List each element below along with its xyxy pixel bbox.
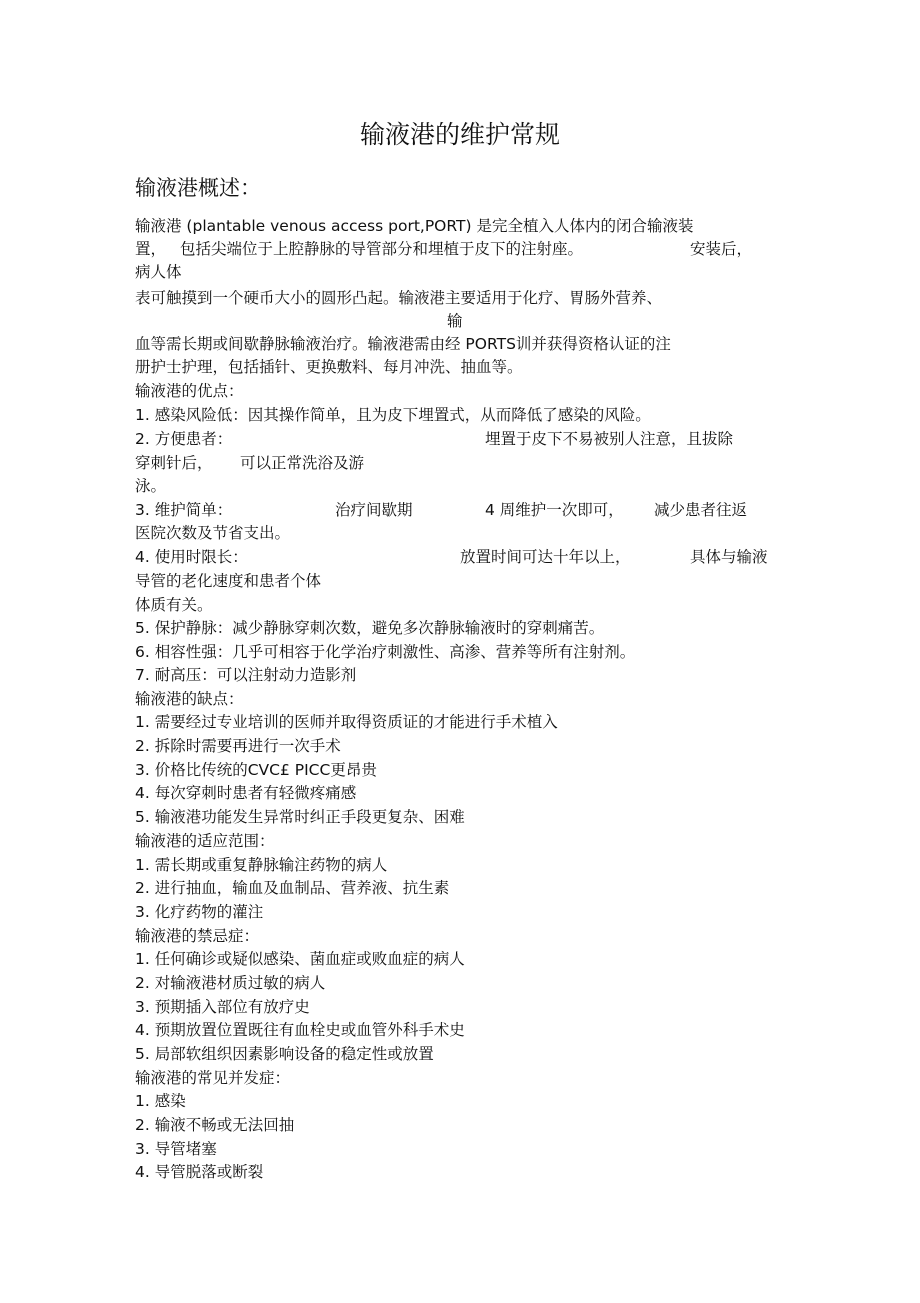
complication-item-3: 3. 导管堵塞 xyxy=(135,1140,217,1158)
advantage-item-2-end: 泳。 xyxy=(135,477,167,495)
contraindication-item-1: 1. 任何确诊或疑似感染、菌血症或败血症的病人 xyxy=(135,950,465,968)
advantage-item-5: 5. 保护静脉：减少静脉穿刺次数，避免多次静脉输液时的穿刺痛苦。 xyxy=(135,619,605,637)
indication-item-3: 3. 化疗药物的灌注 xyxy=(135,903,264,921)
advantage-item-1: 1. 感染风险低：因其操作简单，且为皮下埋置式，从而降低了感染的风险。 xyxy=(135,406,651,424)
document-title: 输液港的维护常规 xyxy=(359,120,560,149)
disadvantage-item-1: 1. 需要经过专业培训的医师并取得资质证的才能进行手术植入 xyxy=(135,713,558,731)
overview-line-2-part-1: 置， xyxy=(135,240,167,258)
advantage-item-7: 7. 耐高压：可以注射动力造影剂 xyxy=(135,666,357,684)
indication-item-1: 1. 需长期或重复静脉输注药物的病人 xyxy=(135,856,388,874)
complications-heading: 输液港的常见并发症： xyxy=(135,1069,291,1087)
overview-line-2-part-3: 安装后， xyxy=(690,240,753,258)
contraindication-item-2: 2. 对输液港材质过敏的病人 xyxy=(135,974,326,992)
indications-heading: 输液港的适应范围： xyxy=(135,832,275,850)
disadvantage-item-2: 2. 拆除时需要再进行一次手术 xyxy=(135,737,341,755)
overview-line-5: 输 xyxy=(447,312,463,330)
contraindication-item-3: 3. 预期插入部位有放疗史 xyxy=(135,998,310,1016)
advantage-item-4-part-2: 具体与输液 xyxy=(690,548,768,566)
disadvantage-item-3: 3. 价格比传统的CVC£ PICC更昂贵 xyxy=(135,761,377,779)
advantage-item-4-cont: 导管的老化速度和患者个体 xyxy=(135,572,322,590)
advantage-item-3-part-2: 4 周维护一次即可， xyxy=(485,501,624,519)
advantage-item-4-end: 体质有关。 xyxy=(135,596,213,614)
overview-line-7: 册护士护理，包括插针、更换敷料、每月冲洗、抽血等。 xyxy=(135,358,523,376)
contraindications-heading: 输液港的禁忌症： xyxy=(135,927,260,945)
advantage-item-3-part-3: 减少患者往返 xyxy=(654,501,748,519)
disadvantage-item-5: 5. 输液港功能发生异常时纠正手段更复杂、困难 xyxy=(135,808,465,826)
advantage-item-4-part-1: 放置时间可达十年以上， xyxy=(460,548,631,566)
advantage-item-4 xyxy=(135,546,768,568)
advantage-item-2-cont-part-1: 穿刺针后， xyxy=(135,454,213,472)
contraindication-item-5: 5. 局部软组织因素影响设备的稳定性或放置 xyxy=(135,1045,434,1063)
disadvantage-item-4: 4. 每次穿刺时患者有轻微疼痛感 xyxy=(135,784,357,802)
disadvantages-heading: 输液港的缺点： xyxy=(135,690,244,708)
complication-item-2: 2. 输液不畅或无法回抽 xyxy=(135,1116,295,1134)
advantage-item-3-part-1: 治疗间歇期 xyxy=(335,501,413,519)
overview-line-4: 表可触摸到一个硬币大小的圆形凸起。输液港主要适用于化疗、胃肠外营养、 xyxy=(135,289,663,307)
overview-line-2-part-2: 包括尖端位于上腔静脉的导管部分和埋植于皮下的注射座。 xyxy=(180,240,584,258)
advantage-item-3 xyxy=(135,499,748,521)
overview-line-1: 输液港 (plantable venous access port,PORT) 是完全植入人体内的闭合输液装 xyxy=(135,217,694,235)
overview-line-2 xyxy=(135,238,753,260)
contraindication-item-4: 4. 预期放置位置既往有血栓史或血管外科手术史 xyxy=(135,1021,465,1039)
indication-item-2: 2. 进行抽血，输血及血制品、营养液、抗生素 xyxy=(135,879,450,897)
overview-line-6: 血等需长期或间歇静脉输液治疗。输液港需由经 PORTS训并获得资格认证的注 xyxy=(135,335,671,353)
advantage-item-2-label: 2. 方便患者： xyxy=(135,430,233,448)
complication-item-1: 1. 感染 xyxy=(135,1092,186,1110)
overview-line-3: 病人体 xyxy=(135,263,182,281)
complication-item-4: 4. 导管脱落或断裂 xyxy=(135,1163,264,1181)
advantage-item-3-cont: 医院次数及节省支出。 xyxy=(135,524,291,542)
overview-heading: 输液港概述： xyxy=(135,176,261,200)
advantage-item-2 xyxy=(135,428,734,450)
advantage-item-3-label: 3. 维护简单： xyxy=(135,501,233,519)
advantages-heading: 输液港的优点： xyxy=(135,382,244,400)
advantage-item-2-cont xyxy=(135,452,365,474)
advantage-item-2-text: 埋置于皮下不易被别人注意，且拔除 xyxy=(485,430,734,448)
advantage-item-2-cont-part-2: 可以正常洗浴及游 xyxy=(240,454,365,472)
advantage-item-4-label: 4. 使用时限长： xyxy=(135,548,248,566)
advantage-item-6: 6. 相容性强：几乎可相容于化学治疗刺激性、高渗、营养等所有注射剂。 xyxy=(135,643,636,661)
